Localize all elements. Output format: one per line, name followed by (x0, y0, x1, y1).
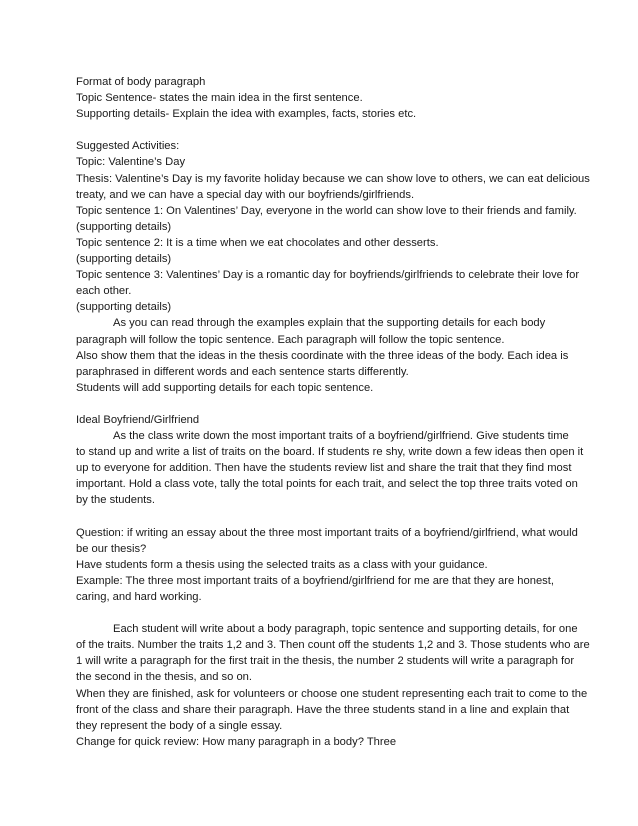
text-line: Supporting details- Explain the idea with examples, facts, stories etc. (76, 108, 417, 121)
text-line: each other. (76, 285, 132, 298)
text-line: the second in the thesis, and so on. (76, 671, 253, 684)
text-line: (supporting details) (76, 253, 172, 266)
text-line: As you can read through the examples explain that the supporting details for each body (113, 317, 546, 330)
blank-line (76, 509, 576, 525)
text-line: Topic sentence 1: On Valentines’ Day, everyone in the world can show love to their friends and family. (76, 204, 577, 217)
text-line: Question: if writing an essay about the three most important traits of a boyfriend/girlfriend, what would (76, 526, 578, 539)
text-line: treaty, and we can have a special day with our boyfriends/girlfriends. (76, 188, 415, 201)
text-line: Topic Sentence- states the main idea in the first sentence. (76, 92, 363, 105)
blank-line (76, 122, 576, 138)
text-line: Each student will write about a body paragraph, topic sentence and supporting details, for one (113, 623, 578, 636)
text-line: (supporting details) (76, 301, 172, 314)
text-line: caring, and hard working. (76, 591, 202, 603)
text-line: Topic sentence 3: Valentines’ Day is a romantic day for boyfriends/girlfriends to celebrate their love for (76, 269, 580, 282)
text-line: by the students. (76, 494, 155, 507)
text-line: Ideal Boyfriend/Girlfriend (76, 413, 200, 426)
text-line: up to everyone for addition. Then have the students review list and share the trait that they find most (76, 462, 572, 475)
text-line: 1 will write a paragraph for the first trait in the thesis, the number 2 students will write a paragraph for (76, 655, 575, 668)
text-line: Format of body paragraph (76, 76, 206, 88)
text-line: front of the class and share their paragraph. Have the three students stand in a line and explain that (76, 703, 570, 716)
blank-line (76, 605, 576, 621)
text-line: As the class write down the most important traits of a boyfriend/girlfriend. Give students time (113, 430, 569, 443)
text-line: to stand up and write a list of traits on the board. If students re shy, write down a few ideas then open it (76, 446, 584, 459)
text-line: paraphrased in different words and each sentence starts differently. (76, 365, 409, 378)
text-line: Change for quick review: How many paragraph in a body? Three (76, 735, 397, 748)
text-line: (supporting details) (76, 220, 172, 233)
text-line: Also show them that the ideas in the thesis coordinate with the three ideas of the body. Each idea is (76, 349, 569, 362)
text-line: Have students form a thesis using the selected traits as a class with your guidance. (76, 558, 488, 571)
text-line: When they are finished, ask for volunteers or choose one student representing each trait to come to the (76, 687, 588, 700)
text-line: of the traits. Number the traits 1,2 and 3. Then count off the students 1,2 and 3. Those students who are (76, 639, 590, 652)
text-line: Example: The three most important traits of a boyfriend/girlfriend for me are that they are honest, (76, 574, 554, 587)
text-line: Thesis: Valentine’s Day is my favorite holiday because we can show love to others, we can eat delicious (76, 172, 590, 185)
text-line: Topic: Valentine’s Day (76, 156, 186, 169)
text-line: Students will add supporting details for each topic sentence. (76, 381, 374, 394)
text-line: paragraph will follow the topic sentence. Each paragraph will follow the topic sentence. (76, 333, 505, 346)
document-page (76, 74, 590, 750)
blank-line (76, 396, 576, 412)
text-line: Topic sentence 2: It is a time when we eat chocolates and other desserts. (76, 236, 439, 249)
text-line: important. Hold a class vote, tally the total points for each trait, and select the top three traits voted on (76, 478, 578, 491)
text-line: they represent the body of a single essay. (76, 719, 283, 732)
text-line: Suggested Activities: (76, 140, 180, 153)
text-line: be our thesis? (76, 542, 147, 555)
